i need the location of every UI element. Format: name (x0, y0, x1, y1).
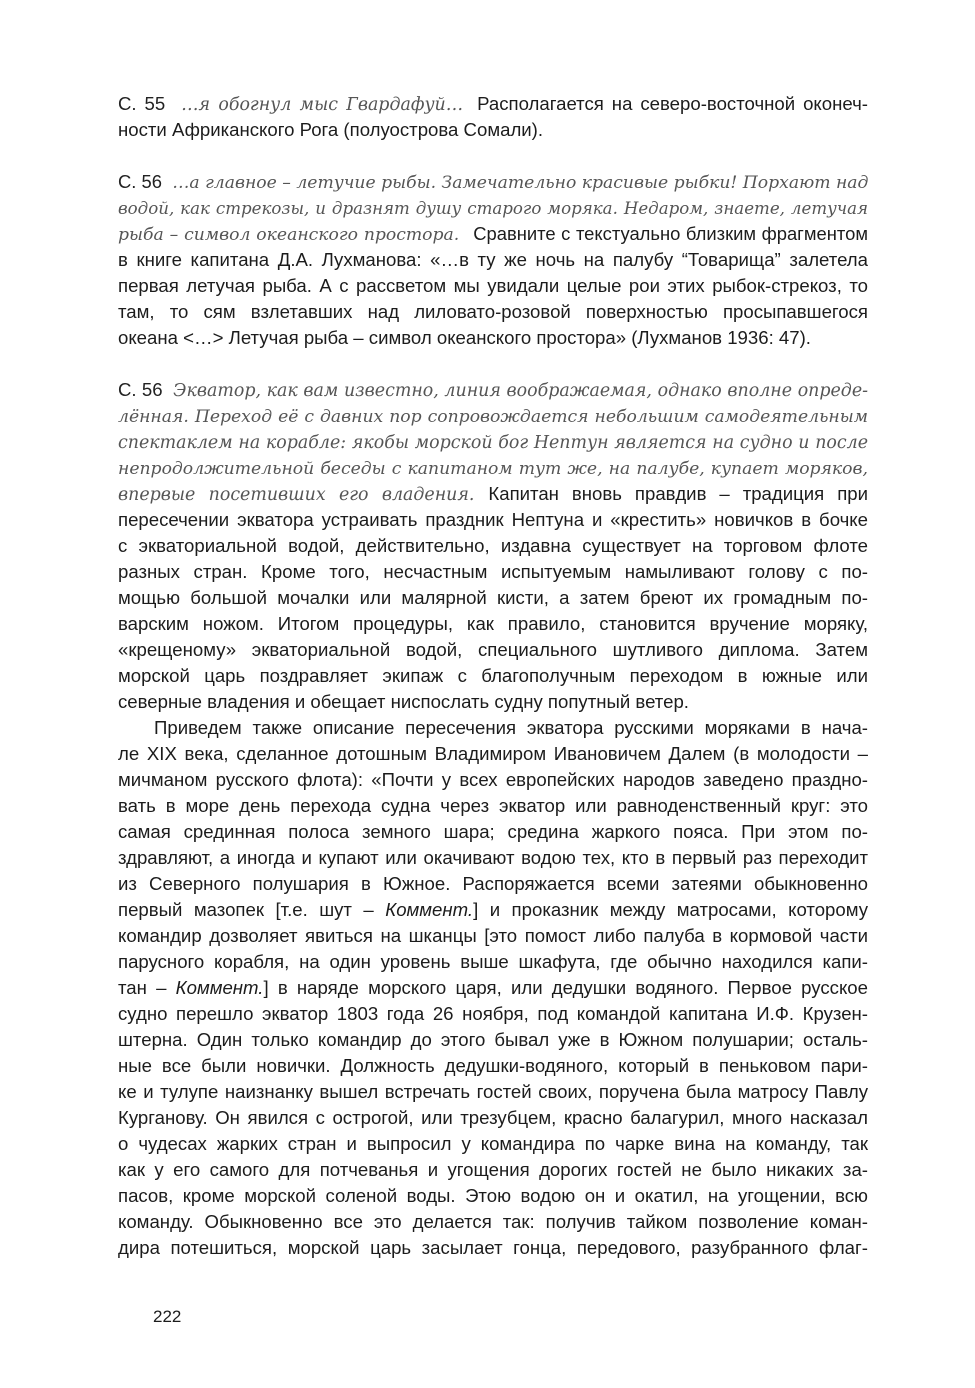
comment-abbrev: Коммент. (175, 977, 264, 998)
entry-3-line-7: с экваториальной водой, действительно, издавна существует на торговом флоте (118, 535, 868, 556)
entry-3-line-12: морской царь поздравляет экипаж с благополучным переходом в южные или (118, 665, 868, 686)
para-2-line-14: ные все были новички. Должность дедушки-водяного, который в пеньковом пари- (118, 1055, 868, 1076)
entry-3-quote-2: лённая. Переход её с давних пор сопровождается небольшим самодеятельным (118, 407, 868, 427)
entry-1-comment: Располагается на северо-восточной оконеч- (477, 93, 868, 114)
entry-3-line-9: мощью большой мочалки или малярной кисти, а затем бреют их громадным по- (118, 587, 868, 608)
entry-3-quote-3: спектаклем на корабле: якобы морской бог Нептун является на судно и после (118, 433, 868, 453)
entry-2-line-4: в книге капитана Д.А. Лухманова: «…в ту же ночь на палубу “Товарища” залетела (118, 249, 868, 270)
entry-3-comment: Капитан вновь правдив – традиция при (488, 483, 868, 504)
entry-2-comment: Сравните с текстуально близким фрагментом (473, 223, 869, 244)
entry-3-line-8: разных стран. Кроме того, несчастным испытуемым намыливают голову с по- (118, 561, 868, 582)
entry-1-line-2: ности Африканского Рога (полуострова Сомали). (118, 119, 544, 140)
para-2-line-21: дира потешиться, морской царь засылает гонца, передового, разубранного флаг- (118, 1237, 868, 1258)
entry-3-line-1 (118, 377, 868, 403)
entry-3-line-6: пересечении экватора устраивать праздник Нептуна и «крестить» новичков в бочке (118, 509, 868, 530)
entry-2-line-2 (118, 195, 868, 221)
para-2-line-7: из Северного полушария в Южное. Распоряжается всеми затеями обыкновенно (118, 873, 868, 894)
page-number: 222 (153, 1307, 182, 1326)
entry-3-line-4 (118, 455, 868, 481)
para-2-line-9: командир дозволяет явиться на шканцы [это помост либо палуба в кормовой части (118, 925, 868, 946)
entry-3-line-13: северные владения и обещает ниспослать судну попутный ветер. (118, 691, 689, 712)
para-2-line-8-b: ] и проказник между матросами, которому (473, 899, 869, 920)
entry-1-line-1 (118, 91, 868, 117)
para-2-line-16: Курганову. Он явился с острогой, или трезубцем, красно балагурил, много насказал (118, 1107, 868, 1128)
para-2-line-13: штерна. Один только командир до этого бывал уже в Южном полушарии; осталь- (118, 1029, 868, 1050)
entry-2-line-3 (118, 221, 868, 247)
entry-3-line-2 (118, 403, 868, 429)
para-2-line-18: как у его самого для потчеванья и угощения дорогих гостей не было никаких за- (118, 1159, 868, 1180)
para-2-line-11 (118, 975, 868, 1001)
para-2-line-15: ке и тулупе наизнанку вышел встречать гостей своих, поручена была матросу Павлу (118, 1081, 868, 1102)
para-2-line-8 (118, 897, 868, 923)
para-2-line-20: команду. Обыкновенно все это делается так: получив тайком позволение коман- (118, 1211, 868, 1232)
entry-3-line-11: «крещеному» экваториальной водой, специального шутливого диплома. Затем (118, 639, 868, 660)
para-2-line-11-a: тан – (118, 977, 167, 998)
para-2-line-4: вать в море день перехода судна через экватор или равноденственный круг: это (118, 795, 868, 816)
entry-2-line-6: там, то сям взлетавших над лиловато-розовой поверхностью просыпавшегося (118, 301, 868, 322)
para-2-line-2: ле XIX века, сделанное дотошным Владимиром Ивановичем Далем (в молодости – (118, 743, 868, 764)
para-2-line-10: парусного корабля, на один уровень выше шкафута, где обычно находился капи- (118, 951, 868, 972)
para-2-line-12: судно перешло экватор 1803 года 26 ноября, под командой капитана И.Ф. Крузен- (118, 1003, 868, 1024)
entry-1-quote: …я обогнул мыс Гвардафуй… (181, 95, 464, 115)
entry-2-quote: …а главное – летучие рыбы. Замечательно красивые рыбки! Порхают над (172, 173, 869, 193)
entry-2-ref: С. 56 (118, 171, 162, 192)
para-2-line-11-b: ] в наряде морского царя, или дедушки водяного. Первое русское (263, 977, 868, 998)
para-2-line-8-a: первый мазопек [т.е. шут – (118, 899, 374, 920)
entry-3-quote: Экватор, как вам известно, линия воображаемая, однако вполне опреде- (173, 381, 868, 401)
entry-2-line-7: океана <…> Летучая рыба – символ океанского простора» (Лухманов 1936: 47). (118, 327, 811, 348)
para-2-line-6: здравляют, а иногда и купают или окачивают водою тех, кто в первый раз переходит (118, 847, 868, 868)
entry-3-quote-5: впервые посетивших его владения. (118, 485, 475, 505)
entry-3-ref: С. 56 (118, 379, 163, 400)
entry-3-quote-4: непродолжительной беседы с капитаном тут же, на палубе, купает моряков, (118, 459, 868, 479)
entry-2-quote-cont: водой, как стрекозы, и дразнят душу старого моряка. Недаром, знаете, летучая (118, 199, 868, 218)
page-body (118, 91, 868, 1261)
para-2-line-5: самая срединная полоса земного шара; средина жаркого пояса. При этом по- (118, 821, 868, 842)
entry-3-line-10: варским ножом. Итогом процедуры, как правило, становится вручение моряку, (118, 613, 868, 634)
para-2-line-3: мичманом русского флота): «Почти у всех европейских народов заведено праздно- (118, 769, 868, 790)
comment-abbrev: Коммент. (385, 899, 474, 920)
para-2-line-19: пасов, кроме морской соленой воды. Этою водою он и окатил, на угощении, всю (118, 1185, 868, 1206)
entry-3-line-5 (118, 481, 868, 507)
entry-3-line-3 (118, 429, 868, 455)
entry-1-ref: С. 55 (118, 93, 166, 114)
entry-2-line-1 (118, 169, 868, 195)
entry-2-quote-end: рыба – символ океанского простора. (118, 225, 460, 245)
para-2-line-1: Приведем также описание пересечения экватора русскими моряками в нача- (154, 717, 868, 738)
entry-2-line-5: первая летучая рыба. А с рассветом мы увидали целые рои этих рыбок-стрекоз, то (118, 275, 868, 296)
para-2-line-17: о чудесах жарких стран и выпросил у командира по чарке вина на команду, так (118, 1133, 868, 1154)
